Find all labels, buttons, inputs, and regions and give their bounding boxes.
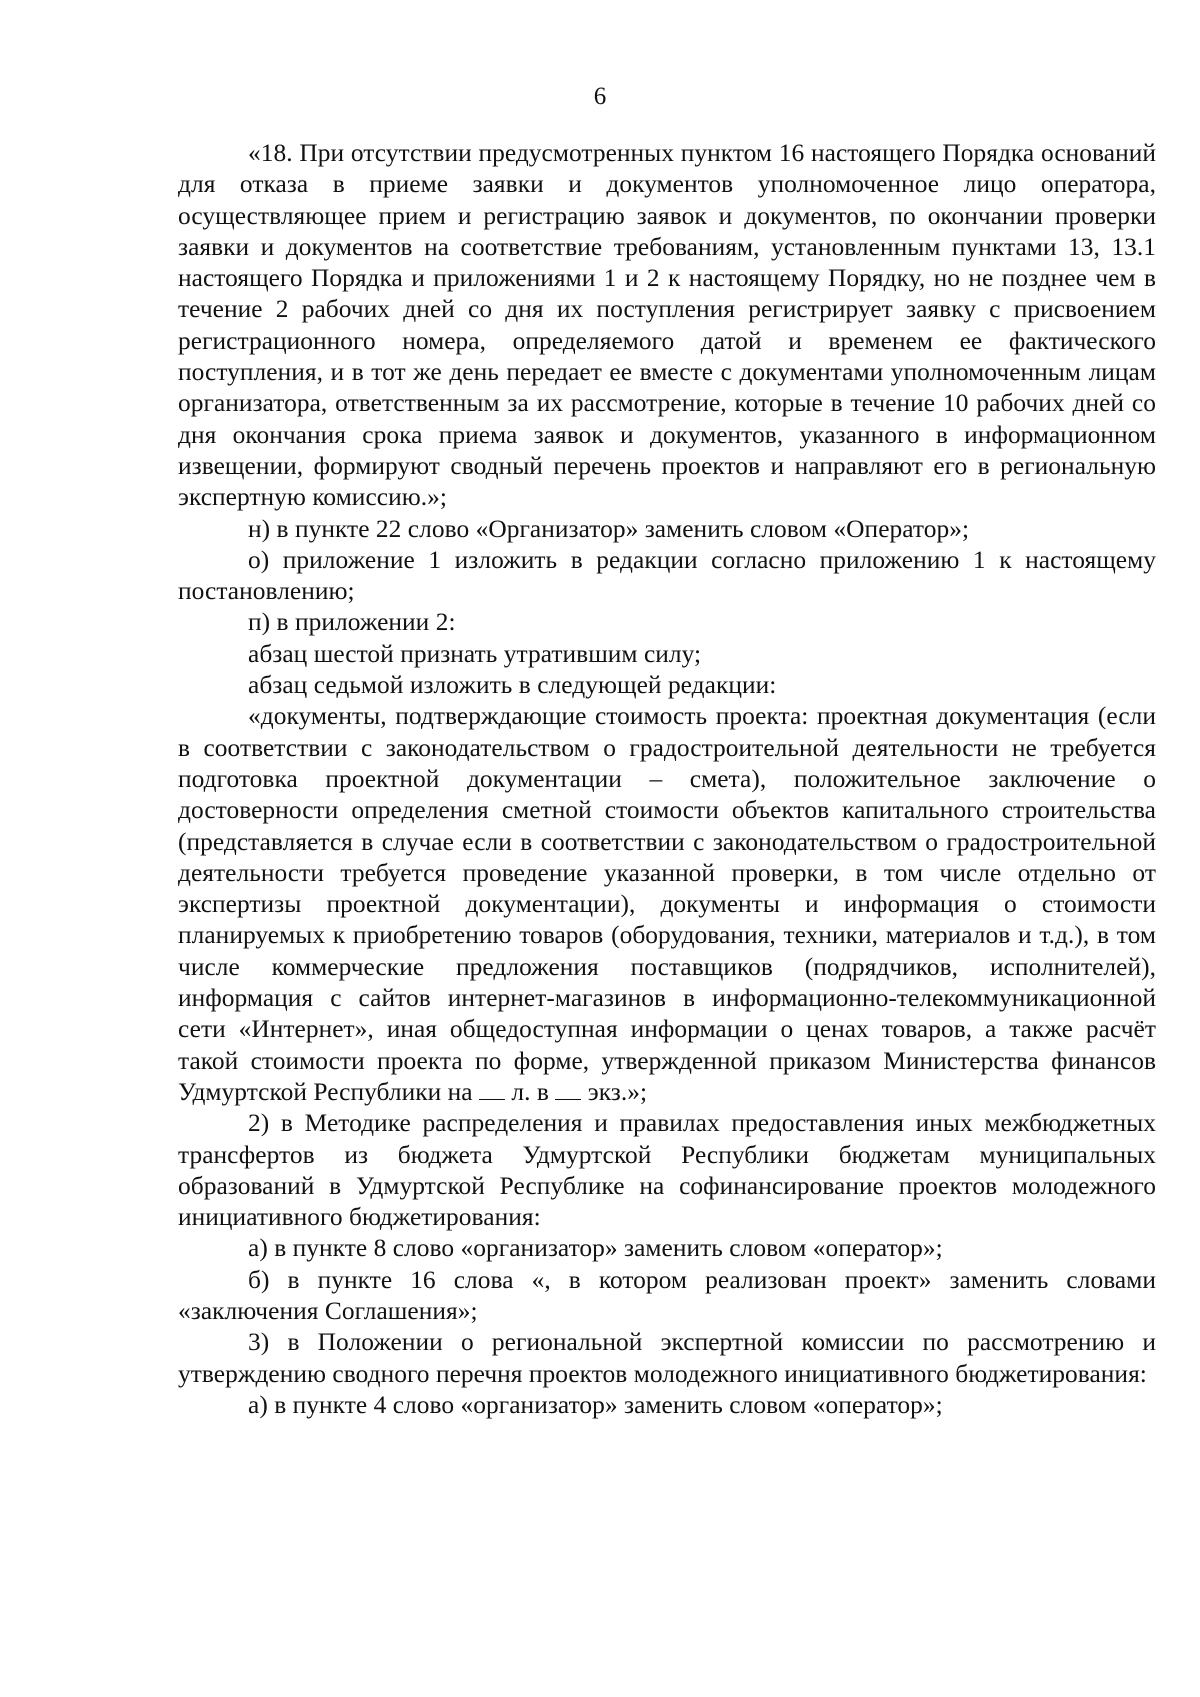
paragraph-item-18: «18. При отсутствии предусмотренных пунктом 16 настоящего Порядка оснований для отказа в приеме заявки и документов уполномоченное лицо оператора, осуществляющее прием и регистрацию заявок и документов, по окончании проверки заявки и документов на соответствие требованиям, установленным пунктами 13, 13.1 настоящего Порядка и приложениями 1 и 2 к настоящему Порядку, но не позднее чем в течение 2 рабочих дней со дня их поступления регистрирует заявку с присвоением регистрационного номера, определяемого датой и временем ее фактического поступления, и в тот же день передает ее вместе с документами уполномоченным лицам организатора, ответственным за их рассмотрение, которые в течение 10 рабочих дней со дня окончания срока приема заявок и документов, указанного в информационном извещении, формируют сводный перечень проектов и направляют его в региональную экспертную комиссию.»; <box>178 139 1156 512</box>
page-number: 6 <box>593 83 607 110</box>
paragraph-abzac-7: абзац седьмой изложить в следующей редакции: <box>248 671 777 700</box>
blank-copies <box>555 1079 581 1100</box>
paragraph-abzac-6: абзац шестой признать утратившим силу; <box>248 639 702 668</box>
blank-sheets <box>479 1079 505 1100</box>
paragraph-documents-text: «документы, подтверждающие стоимость проекта: проектная документация (если в соответствии с законодательством о градостроительной деятельности не требуется подготовка проектной документации – смета), положительное заключение о достоверности определения сметной стоимости объектов капитального строительства (представляется в случае если в соответствии с законодательством о градостроительной деятельности требуется проведение указанной проверки, в том числе отдельно от экспертизы проектной документации), документы и информация о стоимости планируемых к приобретению товаров (оборудования, техники, материалов и т.д.), в том числе коммерческие предложения поставщиков (подрядчиков, исполнителей), информация с сайтов интернет-магазинов в информационно-телекоммуникационной сети «Интернет», иная общедоступная информации о ценах товаров, а также расчёт такой стоимости проекта по форме, утвержденной приказом Министерства финансов Удмуртской Республики на <box>178 702 1156 1106</box>
paragraph-item-2a: а) в пункте 8 слово «организатор» заменить словом «оператор»; <box>248 1234 943 1263</box>
copies-label: экз.»; <box>587 1077 648 1106</box>
document-body <box>178 138 1156 1421</box>
paragraph-documents <box>178 701 1156 1108</box>
paragraph-item-p: п) в приложении 2: <box>248 608 456 637</box>
paragraph-item-2b: б) в пункте 16 слова «, в котором реализован проект» заменить словами «заключения Соглашения»; <box>178 1265 1156 1325</box>
sheets-label: л. в <box>511 1077 549 1106</box>
paragraph-item-3a: а) в пункте 4 слово «организатор» заменить словом «оператор»; <box>248 1390 943 1419</box>
paragraph-item-o: о) приложение 1 изложить в редакции согласно приложению 1 к настоящему постановлению; <box>178 545 1156 606</box>
paragraph-item-2: 2) в Методике распределения и правилах предоставления иных межбюджетных трансфертов из бюджета Удмуртской Республики бюджетам муниципальных образований в Удмуртской Республике на софинансирование проектов молодежного инициативного бюджетирования: <box>178 1109 1156 1232</box>
paragraph-item-n: н) в пункте 22 слово «Организатор» заменить словом «Оператор»; <box>248 514 970 543</box>
paragraph-item-3: 3) в Положении о региональной экспертной комиссии по рассмотрению и утверждению сводного перечня проектов молодежного инициативного бюджетирования: <box>178 1328 1156 1388</box>
